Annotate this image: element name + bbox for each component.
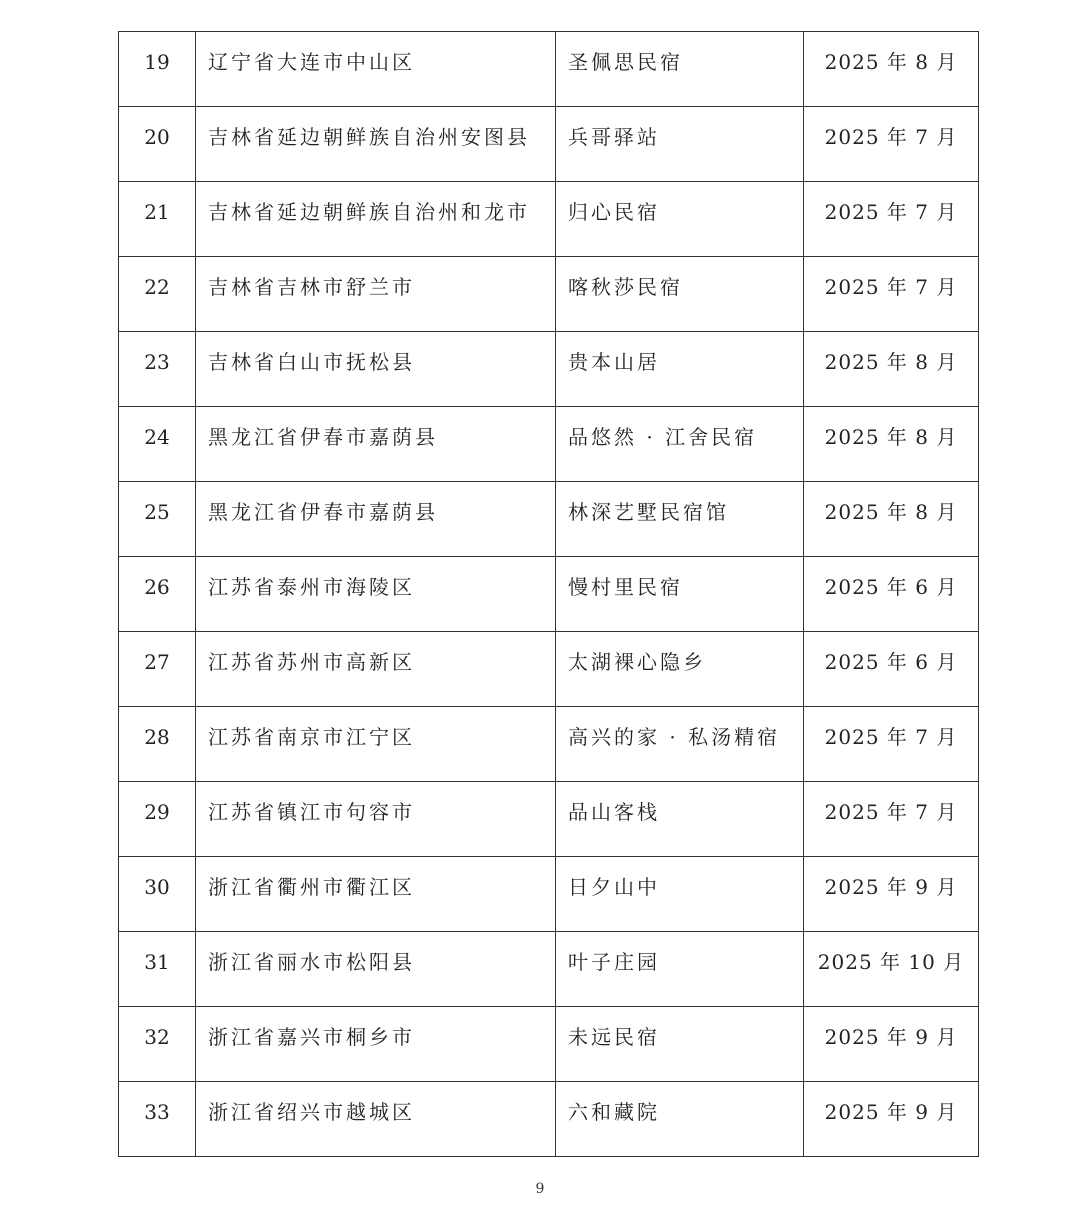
table-row bbox=[119, 707, 979, 782]
homestay-name-cell: 六和藏院 bbox=[556, 1082, 804, 1157]
row-number: 30 bbox=[119, 857, 196, 932]
table-row bbox=[119, 182, 979, 257]
row-number: 26 bbox=[119, 557, 196, 632]
table-row bbox=[119, 632, 979, 707]
table-row bbox=[119, 107, 979, 182]
homestay-name-cell: 品山客栈 bbox=[556, 782, 804, 857]
date-cell: 2025 年 8 月 bbox=[804, 482, 979, 557]
homestay-name-cell: 林深艺墅民宿馆 bbox=[556, 482, 804, 557]
location-cell: 浙江省衢州市衢江区 bbox=[196, 857, 556, 932]
homestay-name-cell: 叶子庄园 bbox=[556, 932, 804, 1007]
location-cell: 江苏省镇江市句容市 bbox=[196, 782, 556, 857]
table-row bbox=[119, 1082, 979, 1157]
location-cell: 江苏省苏州市高新区 bbox=[196, 632, 556, 707]
row-number: 32 bbox=[119, 1007, 196, 1082]
homestay-name-cell: 品悠然 · 江舍民宿 bbox=[556, 407, 804, 482]
homestay-name-cell: 太湖裸心隐乡 bbox=[556, 632, 804, 707]
location-cell: 吉林省延边朝鲜族自治州安图县 bbox=[196, 107, 556, 182]
date-cell: 2025 年 9 月 bbox=[804, 857, 979, 932]
date-cell: 2025 年 6 月 bbox=[804, 557, 979, 632]
row-number: 22 bbox=[119, 257, 196, 332]
date-cell: 2025 年 8 月 bbox=[804, 32, 979, 107]
table-row bbox=[119, 32, 979, 107]
table-row bbox=[119, 257, 979, 332]
table-row bbox=[119, 332, 979, 407]
page-number: 9 bbox=[535, 1181, 545, 1197]
table-row bbox=[119, 1007, 979, 1082]
date-cell: 2025 年 10 月 bbox=[804, 932, 979, 1007]
homestay-name-cell: 喀秋莎民宿 bbox=[556, 257, 804, 332]
location-cell: 吉林省吉林市舒兰市 bbox=[196, 257, 556, 332]
table-row bbox=[119, 557, 979, 632]
table-row bbox=[119, 407, 979, 482]
location-cell: 辽宁省大连市中山区 bbox=[196, 32, 556, 107]
date-cell: 2025 年 7 月 bbox=[804, 107, 979, 182]
location-cell: 黑龙江省伊春市嘉荫县 bbox=[196, 482, 556, 557]
date-cell: 2025 年 6 月 bbox=[804, 632, 979, 707]
location-cell: 浙江省绍兴市越城区 bbox=[196, 1082, 556, 1157]
homestay-name-cell: 贵本山居 bbox=[556, 332, 804, 407]
location-cell: 浙江省丽水市松阳县 bbox=[196, 932, 556, 1007]
homestay-name-cell: 归心民宿 bbox=[556, 182, 804, 257]
date-cell: 2025 年 9 月 bbox=[804, 1082, 979, 1157]
date-cell: 2025 年 7 月 bbox=[804, 782, 979, 857]
homestay-name-cell: 日夕山中 bbox=[556, 857, 804, 932]
date-cell: 2025 年 7 月 bbox=[804, 182, 979, 257]
row-number: 33 bbox=[119, 1082, 196, 1157]
homestay-name-cell: 兵哥驿站 bbox=[556, 107, 804, 182]
row-number: 31 bbox=[119, 932, 196, 1007]
row-number: 28 bbox=[119, 707, 196, 782]
date-cell: 2025 年 7 月 bbox=[804, 707, 979, 782]
row-number: 23 bbox=[119, 332, 196, 407]
date-cell: 2025 年 7 月 bbox=[804, 257, 979, 332]
homestay-name-cell: 未远民宿 bbox=[556, 1007, 804, 1082]
location-cell: 江苏省南京市江宁区 bbox=[196, 707, 556, 782]
date-cell: 2025 年 8 月 bbox=[804, 332, 979, 407]
table-body bbox=[119, 32, 979, 1157]
homestay-name-cell: 慢村里民宿 bbox=[556, 557, 804, 632]
row-number: 24 bbox=[119, 407, 196, 482]
location-cell: 浙江省嘉兴市桐乡市 bbox=[196, 1007, 556, 1082]
row-number: 19 bbox=[119, 32, 196, 107]
row-number: 27 bbox=[119, 632, 196, 707]
row-number: 20 bbox=[119, 107, 196, 182]
row-number: 25 bbox=[119, 482, 196, 557]
table-row bbox=[119, 857, 979, 932]
row-number: 21 bbox=[119, 182, 196, 257]
location-cell: 黑龙江省伊春市嘉荫县 bbox=[196, 407, 556, 482]
table-row bbox=[119, 782, 979, 857]
row-number: 29 bbox=[119, 782, 196, 857]
location-cell: 江苏省泰州市海陵区 bbox=[196, 557, 556, 632]
date-cell: 2025 年 9 月 bbox=[804, 1007, 979, 1082]
homestay-name-cell: 高兴的家 · 私汤精宿 bbox=[556, 707, 804, 782]
location-cell: 吉林省白山市抚松县 bbox=[196, 332, 556, 407]
table-row bbox=[119, 482, 979, 557]
location-cell: 吉林省延边朝鲜族自治州和龙市 bbox=[196, 182, 556, 257]
homestay-name-cell: 圣佩思民宿 bbox=[556, 32, 804, 107]
date-cell: 2025 年 8 月 bbox=[804, 407, 979, 482]
homestay-table bbox=[118, 31, 979, 1157]
table-row bbox=[119, 932, 979, 1007]
